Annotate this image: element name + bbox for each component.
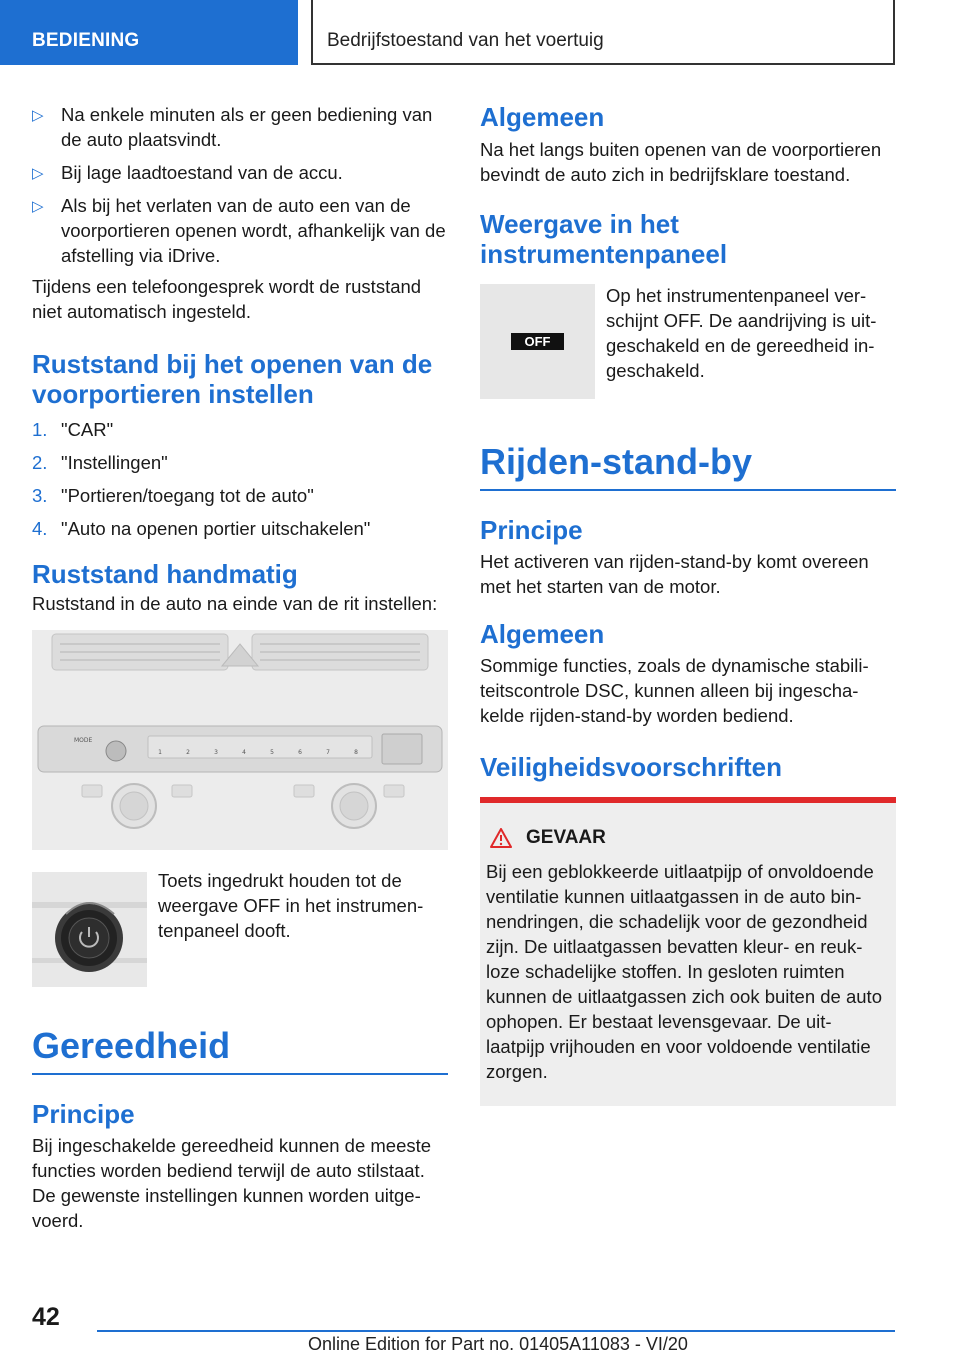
list-item: ▷ Bij lage laadtoestand van de accu. xyxy=(32,160,448,185)
paragraph: Bij ingeschakelde gereedheid kunnen de meeste functies worden bediend terwijl de auto stilstaat. De gewenste instellingen kunnen worden uitge-voerd. xyxy=(32,1135,432,1231)
preset-key-label: 2 xyxy=(186,749,190,756)
list-item: ▷ Als bij het verlaten van de auto een van de voorportieren openen wordt, afhankelijk van de afstelling via iDrive. xyxy=(32,195,446,266)
heading-standby: Rijden-stand-by xyxy=(480,441,896,491)
preset-key-label: 8 xyxy=(354,749,358,756)
list-item: 2. "Instellingen" xyxy=(32,452,168,473)
list-item: ▷ Na enkele minuten als er geen bediening van de auto plaatsvindt. xyxy=(32,104,433,150)
steps-list xyxy=(32,417,448,541)
paragraph: Het activeren van rijden-stand-by komt overeen met het starten van de motor. xyxy=(480,551,869,597)
list-item: 4. "Auto na openen portier uitschakelen" xyxy=(32,518,371,539)
preset-key-label: 7 xyxy=(326,749,330,756)
paragraph: Sommige functies, zoals de dynamische stabili-teitscontrole DSC, kunnen alleen bij ingescha-kelde rijden-stand-by worden bediend. xyxy=(480,655,869,726)
page-header-title: Bedrijfstoestand van het voertuig xyxy=(311,0,895,65)
triangle-bullet-icon: ▷ xyxy=(32,107,44,124)
warning-text: Bij een geblokkeerde uitlaatpijp of onvoldoende ventilatie kunnen uitlaatgassen in de auto bin-nendringen, die schadelijk voor de gezondheid zijn. De uitlaatgassen bevatten kleur- en reuk-loze schadelijke stoffen. In gesloten ruimten kunnen de uitlaatgassen zich ook buiten de auto ophopen. Er bestaat levensgevaar. De uit-laatpijp vrijhouden en voor voldoende ventilatie zorgen. xyxy=(486,861,882,1082)
bullet-list xyxy=(32,102,448,268)
off-indicator: OFF xyxy=(511,333,564,350)
triangle-bullet-icon: ▷ xyxy=(32,165,44,182)
display-caption: Op het instrumentenpaneel ver-schijnt OFF. De aandrijving is uit-geschakeld en de gereedheid in-geschakeld. xyxy=(606,285,877,381)
warning-header xyxy=(486,827,888,849)
power-button-illustration xyxy=(32,872,147,987)
heading-principle: Principe xyxy=(480,515,583,545)
dashboard-image xyxy=(32,630,448,850)
heading-principle: Principe xyxy=(32,1099,135,1129)
warning-triangle-icon xyxy=(490,828,512,848)
preset-key-label: 3 xyxy=(214,749,218,756)
right-column xyxy=(480,102,896,1106)
off-display-image xyxy=(480,284,595,399)
paragraph: Na het langs buiten openen van de voorportieren bevindt de auto zich in bedrijfsklare toestand. xyxy=(480,139,882,185)
heading-manual-rest: Ruststand handmatig xyxy=(32,559,298,589)
power-button-block xyxy=(32,872,448,987)
list-item: 1. "CAR" xyxy=(32,419,114,440)
danger-warning-box xyxy=(480,797,896,1106)
page-number: 42 xyxy=(32,1303,60,1331)
heading-display: Weergave in het instrumentenpaneel xyxy=(480,209,728,269)
heading-door-rest: Ruststand bij het openen van de voorportieren instellen xyxy=(32,349,433,409)
dashboard-illustration xyxy=(32,630,448,850)
heading-general: Algemeen xyxy=(480,619,605,649)
left-column xyxy=(32,102,448,1233)
chapter-tab[interactable]: BEDIENING xyxy=(0,0,298,65)
heading-general: Algemeen xyxy=(480,102,605,132)
button-caption: Toets ingedrukt houden tot de weergave OFF in het instrumen-tenpaneel dooft. xyxy=(158,870,424,941)
paragraph: Tijdens een telefoongesprek wordt de ruststand niet automatisch ingesteld. xyxy=(32,276,422,322)
list-item: 3. "Portieren/toegang tot de auto" xyxy=(32,485,314,506)
footer-edition: Online Edition for Part no. 01405A11083 - VI/20 xyxy=(308,1334,688,1354)
preset-key-label: 4 xyxy=(242,749,246,756)
footer-rule xyxy=(97,1330,895,1332)
heading-ready: Gereedheid xyxy=(32,1025,448,1075)
off-display-block xyxy=(480,284,896,399)
heading-safety: Veiligheidsvoorschriften xyxy=(480,752,782,782)
preset-key-label: 5 xyxy=(270,749,274,756)
power-button-image xyxy=(32,872,147,987)
preset-key-label: 1 xyxy=(158,749,162,756)
mode-label: MODE xyxy=(74,737,93,744)
preset-key-label: 6 xyxy=(298,749,302,756)
triangle-bullet-icon: ▷ xyxy=(32,198,44,215)
warning-title: GEVAAR xyxy=(526,827,606,848)
paragraph: Ruststand in de auto na einde van de rit instellen: xyxy=(32,593,438,614)
